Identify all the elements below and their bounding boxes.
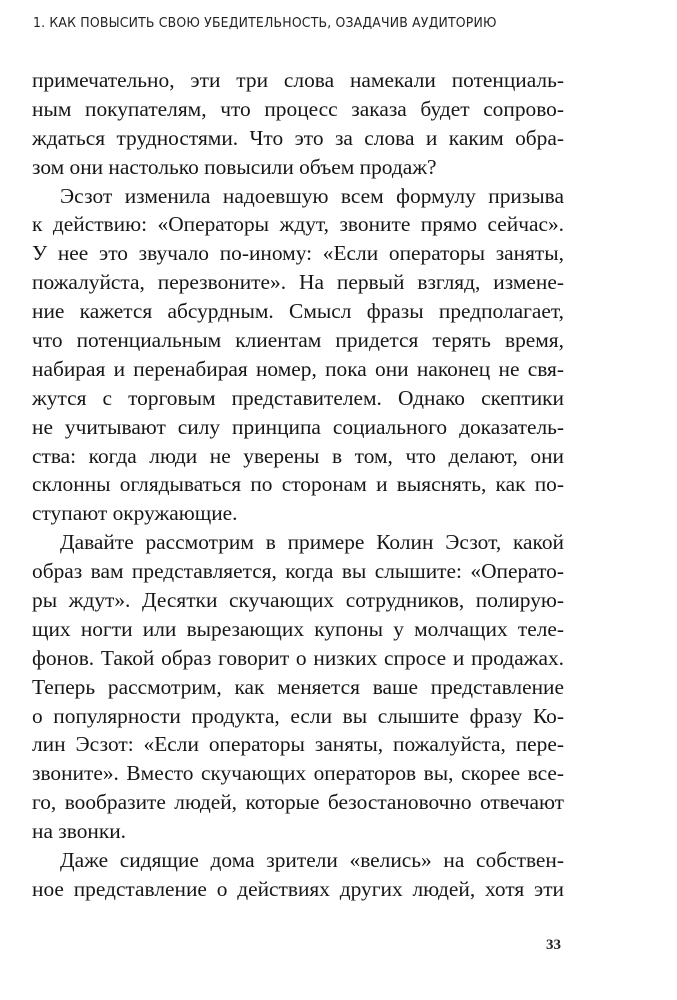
text-line: Эсзот изменила надоевшую всем формулу призыва: [60, 183, 564, 208]
text-line: ства: когда люди не уверены в том, что делают, они: [32, 443, 564, 468]
text-line: ние кажется абсурдным. Смысл фразы предполагает,: [32, 299, 564, 324]
text-line: го, вообразите людей, которые безостановочно отвечают: [32, 790, 564, 815]
text-line: Давайте рассмотрим в примере Колин Эсзот, какой: [60, 530, 564, 555]
text-line: на звонки.: [32, 819, 127, 844]
running-header: 1. КАК ПОВЫСИТЬ СВОЮ УБЕДИТЕЛЬНОСТЬ, ОЗАДАЧИВ АУДИТОРИЮ: [33, 16, 497, 31]
text-line: о популярности продукта, если вы слышите фразу Ко-: [32, 703, 564, 728]
paragraph: [32, 846, 564, 904]
text-line: примечательно, эти три слова намекали потенциаль-: [32, 68, 564, 92]
text-line: жутся с торговым представителем. Однако скептики: [32, 385, 564, 410]
text-line: У нее это звучало по-иному: «Если операторы заняты,: [32, 241, 564, 266]
text-line: звоните». Вместо скучающих операторов вы, скорее все-: [32, 761, 564, 786]
text-line: ступают окружающие.: [32, 501, 238, 526]
text-line: зом они настолько повысили объем продаж?: [32, 154, 437, 179]
text-line: фонов. Такой образ говорит о низких спросе и продажах.: [32, 645, 564, 670]
paragraph: [32, 66, 564, 182]
text-line: ное представление о действиях других людей, хотя эти: [32, 876, 564, 901]
text-line: щих ногти или вырезающих купоны у молчащих теле-: [32, 616, 564, 641]
paragraph: [32, 528, 564, 846]
text-line: ждаться трудностями. Что это за слова и каким обра-: [32, 125, 564, 150]
paragraph: [32, 182, 564, 529]
text-line: пожалуйста, перезвоните». На первый взгляд, измене-: [32, 270, 564, 295]
page-number: 33: [546, 937, 561, 953]
text-line: не учитывают силу принципа социального доказатель-: [32, 414, 564, 439]
text-line: Теперь рассмотрим, как меняется ваше представление: [32, 674, 564, 699]
text-line: ры ждут». Десятки скучающих сотрудников, полирую-: [32, 588, 564, 613]
text-line: лин Эсзот: «Если операторы заняты, пожалуйста, пере-: [32, 732, 564, 757]
text-line: ным покупателям, что процесс заказа будет сопрово-: [32, 96, 564, 121]
text-line: Даже сидящие дома зрители «велись» на собствен-: [60, 848, 564, 873]
text-line: что потенциальным клиентам придется терять время,: [32, 328, 564, 353]
text-line: образ вам представляется, когда вы слышите: «Операто-: [32, 559, 564, 584]
text-line: склонны оглядываться по сторонам и выяснять, как по-: [32, 472, 564, 497]
text-line: набирая и перенабирая номер, пока они наконец не свя-: [32, 356, 564, 381]
text-line: к действию: «Операторы ждут, звоните прямо сейчас».: [32, 212, 564, 237]
body-text: [32, 66, 564, 904]
